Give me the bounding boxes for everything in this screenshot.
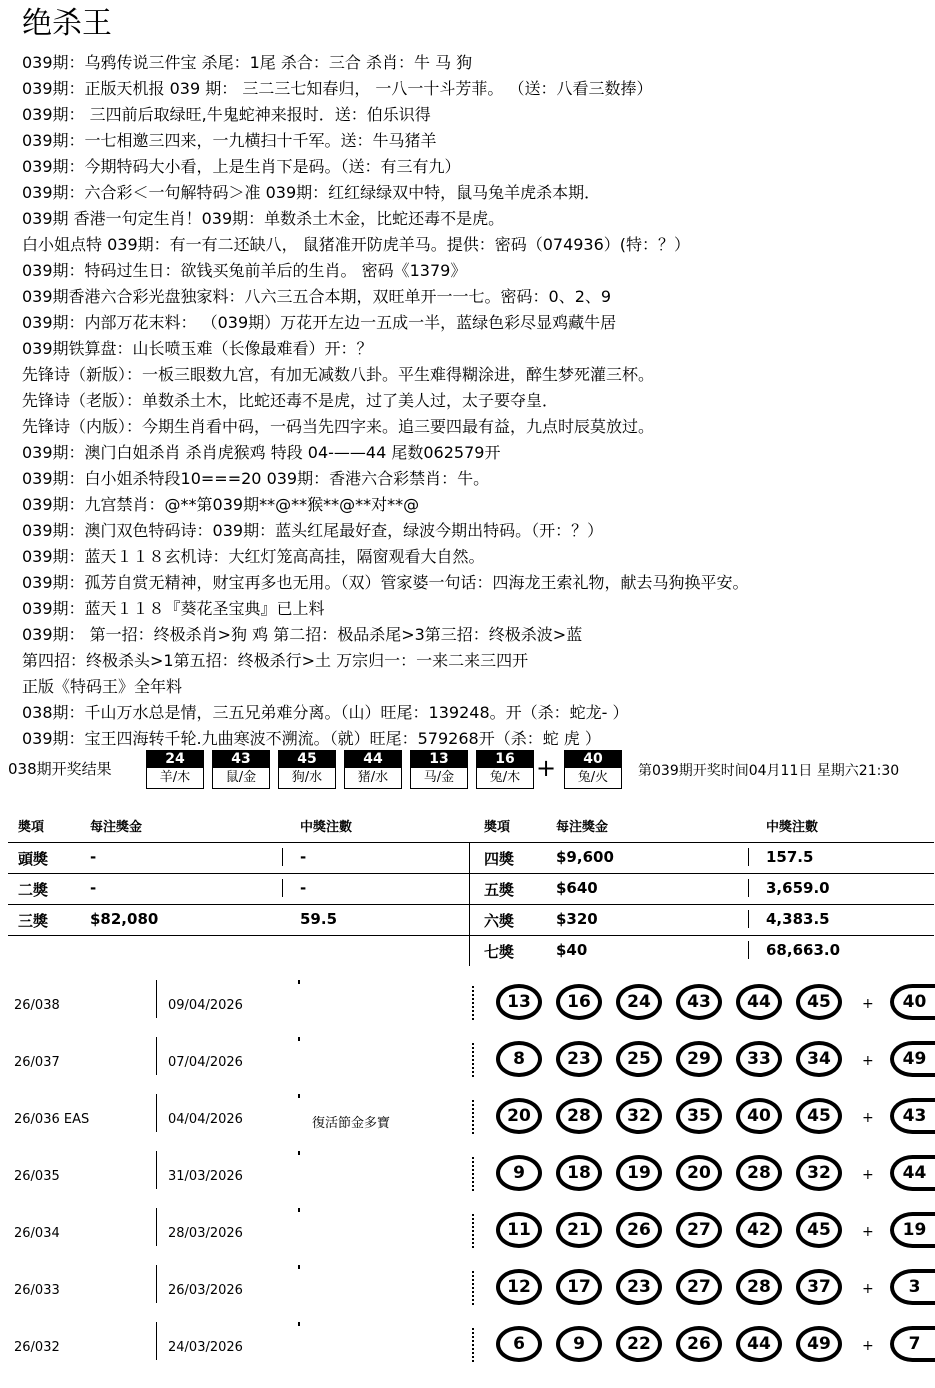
row-marker: [298, 1037, 300, 1041]
special-number-ball: 43: [890, 1098, 935, 1134]
prize-header: 每注獎金: [556, 820, 609, 835]
draw-number: 26/032: [14, 1340, 60, 1355]
prize-name: 二獎: [18, 881, 49, 899]
ball-zodiac: 兔/木: [476, 768, 534, 789]
prize-header: 奬項: [18, 820, 45, 835]
special-number-ball: 44: [890, 1155, 935, 1191]
prize-header: 中獎注數: [300, 820, 353, 835]
ball-number: 24: [146, 750, 204, 768]
ball-zodiac: 羊/木: [146, 768, 204, 789]
prize-amount: $640: [556, 879, 598, 897]
special-ball: [564, 750, 622, 792]
result-ball: [278, 750, 336, 792]
draw-date: 04/04/2026: [168, 1112, 243, 1127]
page-title: 绝杀王: [22, 6, 112, 41]
plus-sign: +: [862, 1053, 874, 1069]
prize-amount: $320: [556, 910, 598, 928]
number-ball: 32: [616, 1098, 662, 1134]
ball-zodiac: 狗/水: [278, 768, 336, 789]
plus-sign: +: [862, 1167, 874, 1183]
result-ball: [146, 750, 204, 792]
number-ball: 17: [556, 1269, 602, 1305]
ball-zodiac: 鼠/金: [212, 768, 270, 789]
number-ball: 45: [796, 1212, 842, 1248]
number-ball: 37: [796, 1269, 842, 1305]
number-ball: 44: [736, 984, 782, 1020]
prize-count: 4,383.5: [766, 910, 830, 928]
ball-zodiac: 兔/火: [564, 768, 622, 789]
draw-date: 07/04/2026: [168, 1055, 243, 1070]
row-dotted-divider: [472, 1271, 476, 1305]
draw-date: 31/03/2026: [168, 1169, 243, 1184]
history-row: [0, 1094, 935, 1151]
draw-number: 26/038: [14, 998, 60, 1013]
prediction-line: 039期：白小姐杀特段10===20 039期：香港六合彩禁肖：牛。: [22, 469, 490, 488]
prize-name: 三獎: [18, 912, 49, 930]
result-ball: [410, 750, 468, 792]
number-ball: 25: [616, 1041, 662, 1077]
prize-amount: -: [90, 848, 97, 866]
draw-result-label: 038期开奖结果: [8, 760, 112, 778]
row-dotted-divider: [472, 1043, 476, 1077]
prize-name: 頭獎: [18, 850, 49, 868]
ball-number: 43: [212, 750, 270, 768]
prediction-line: 039期：九宫禁肖：@**第039期**@**猴**@**对**@: [22, 495, 420, 514]
prediction-line: 039期：澳门白姐杀肖 杀肖虎猴鸡 特段 04-——44 尾数062579开: [22, 443, 501, 462]
plus-sign: +: [862, 996, 874, 1012]
ball-number: 40: [564, 750, 622, 768]
row-marker: [298, 1265, 300, 1269]
prediction-line: 第四招：终极杀头>1第五招：终极杀行>土 万宗归一：一来二来三四开: [22, 651, 529, 670]
number-ball: 22: [616, 1326, 662, 1362]
number-ball: 23: [556, 1041, 602, 1077]
number-ball: 24: [616, 984, 662, 1020]
number-ball: 26: [676, 1326, 722, 1362]
row-divider: [156, 1151, 157, 1189]
row-marker: [298, 1094, 300, 1098]
result-ball: [212, 750, 270, 792]
row-divider: [156, 1322, 157, 1360]
history-row: [0, 1151, 935, 1208]
prize-amount: $9,600: [556, 848, 614, 866]
prediction-line: 038期：千山万水总是情，三五兄弟难分离。（山）旺尾：139248。开（杀：蛇龙- ）: [22, 703, 629, 722]
number-ball: 16: [556, 984, 602, 1020]
plus-sign: +: [536, 754, 557, 782]
draw-number: 26/037: [14, 1055, 60, 1070]
number-ball: 49: [796, 1326, 842, 1362]
number-ball: 45: [796, 1098, 842, 1134]
prize-amount: $82,080: [90, 910, 159, 928]
prediction-line: 039期：一七相邀三四来，一九横扫十千军。送：牛马猪羊: [22, 131, 437, 150]
prize-name: 五獎: [484, 881, 515, 899]
prize-count: -: [300, 879, 307, 897]
draw-date: 26/03/2026: [168, 1283, 243, 1298]
special-number-ball: 49: [890, 1041, 935, 1077]
plus-sign: +: [862, 1110, 874, 1126]
number-ball: 12: [496, 1269, 542, 1305]
draw-number: 26/034: [14, 1226, 60, 1241]
row-divider: [156, 980, 157, 1018]
number-ball: 11: [496, 1212, 542, 1248]
special-number-ball: 3: [890, 1269, 935, 1305]
number-ball: 29: [676, 1041, 722, 1077]
prize-header: 每注獎金: [90, 820, 143, 835]
number-ball: 43: [676, 984, 722, 1020]
ball-number: 44: [344, 750, 402, 768]
number-ball: 40: [736, 1098, 782, 1134]
prediction-line: 039期：乌鸦传说三件宝 杀尾：1尾 杀合：三合 杀肖：牛 马 狗: [22, 53, 473, 72]
number-ball: 8: [496, 1041, 542, 1077]
history-row: [0, 980, 935, 1037]
draw-date: 24/03/2026: [168, 1340, 243, 1355]
history-row: [0, 1037, 935, 1094]
ball-zodiac: 马/金: [410, 768, 468, 789]
prediction-line: 039期 香港一句定生肖！039期：单数杀土木金，比蛇还毒不是虎。: [22, 209, 505, 228]
ball-number: 13: [410, 750, 468, 768]
number-ball: 28: [736, 1269, 782, 1305]
row-dotted-divider: [472, 1328, 476, 1362]
row-divider: [156, 1265, 157, 1303]
result-ball: [344, 750, 402, 792]
prediction-line: 先锋诗（老版）：单数杀土木，比蛇还毒不是虎，过了美人过，太子要夺皇．: [22, 391, 559, 410]
prediction-line: 白小姐点特 039期：有一有二还缺八， 鼠猪准开防虎羊马。提供：密码（074936）(特：？）: [22, 235, 691, 254]
prediction-line: 039期：宝王四海转千轮.九曲寒波不溯流。（就）旺尾：579268开（杀：蛇 虎 ）: [22, 729, 601, 748]
prize-name: 六獎: [484, 912, 515, 930]
draw-date: 28/03/2026: [168, 1226, 243, 1241]
prediction-line: 039期铁算盘：山长喷玉难（长像最难看）开：？: [22, 339, 373, 358]
number-ball: 13: [496, 984, 542, 1020]
number-ball: 27: [676, 1269, 722, 1305]
number-ball: 23: [616, 1269, 662, 1305]
draw-number: 26/036 EAS: [14, 1112, 90, 1127]
number-ball: 33: [736, 1041, 782, 1077]
row-marker: [298, 980, 300, 984]
ball-zodiac: 猪/水: [344, 768, 402, 789]
prediction-line: 039期：蓝天１１８玄机诗：大红灯笼高高挂，隔窗观看大自然。: [22, 547, 485, 566]
number-ball: 42: [736, 1212, 782, 1248]
prize-header: 中獎注數: [766, 820, 819, 835]
number-ball: 32: [796, 1155, 842, 1191]
prediction-line: 039期： 三四前后取绿旺,牛鬼蛇神来报时．送：伯乐识得: [22, 105, 431, 124]
prediction-line: 039期：正版天机报 039 期： 三二三七知春归， 一八一十斗芳菲。 （送：八看三数捧）: [22, 79, 653, 98]
prize-row: [0, 842, 935, 873]
prize-count: 157.5: [766, 848, 814, 866]
prediction-line: 正版《特码王》全年料: [22, 677, 183, 696]
prediction-line: 先锋诗（内版）：今期生肖看中码，一码当先四字来。追三要四最有益，九点时辰莫放过。: [22, 417, 655, 436]
special-number-ball: 40: [890, 984, 935, 1020]
prize-count: 59.5: [300, 910, 338, 928]
prediction-line: 039期：内部万花末料： （039期）万花开左边一五成一半，蓝绿色彩尽显鸡藏牛居: [22, 313, 617, 332]
number-ball: 19: [616, 1155, 662, 1191]
draw-date: 09/04/2026: [168, 998, 243, 1013]
history-row: [0, 1208, 935, 1265]
prediction-line: 039期：今期特码大小看，上是生肖下是码。（送：有三有九）: [22, 157, 461, 176]
plus-sign: +: [862, 1281, 874, 1297]
row-divider: [156, 1094, 157, 1132]
ball-number: 16: [476, 750, 534, 768]
prediction-line: 先锋诗（新版）：一板三眼数九宫，有加无减数八卦。平生难得糊涂进，醉生梦死灌三杯。: [22, 365, 655, 384]
row-divider: [156, 1208, 157, 1246]
number-ball: 28: [736, 1155, 782, 1191]
prediction-line: 039期：孤芳自赏无精神，财宝再多也无用。（双）管家婆一句话：四海龙王索礼物，献去马狗换平安。: [22, 573, 749, 592]
prize-row: [0, 904, 935, 935]
row-dotted-divider: [472, 1100, 476, 1134]
prediction-line: 039期香港六合彩光盘独家料：八六三五合本期，双旺单开一一七。密码：0、2、9: [22, 287, 612, 306]
row-marker: [298, 1322, 300, 1326]
prize-header: 奬項: [484, 820, 511, 835]
prize-count: 3,659.0: [766, 879, 830, 897]
prize-row: [0, 935, 935, 966]
plus-sign: +: [862, 1224, 874, 1240]
number-ball: 27: [676, 1212, 722, 1248]
draw-number: 26/033: [14, 1283, 60, 1298]
row-marker: [298, 1208, 300, 1212]
prediction-line: 039期：澳门双色特码诗：039期：蓝头红尾最好查，绿波今期出特码。（开：？）: [22, 521, 604, 540]
number-ball: 35: [676, 1098, 722, 1134]
prediction-line: 039期：蓝天１１８『葵花圣宝典』已上料: [22, 599, 325, 618]
row-dotted-divider: [472, 1157, 476, 1191]
number-ball: 28: [556, 1098, 602, 1134]
number-ball: 9: [496, 1155, 542, 1191]
row-dotted-divider: [472, 986, 476, 1020]
prize-name: 七獎: [484, 943, 515, 961]
next-draw-time: 第039期开奖时间04月11日 星期六21:30: [638, 763, 900, 779]
prize-count: -: [300, 848, 307, 866]
number-ball: 44: [736, 1326, 782, 1362]
special-number-ball: 7: [890, 1326, 935, 1362]
ball-number: 45: [278, 750, 336, 768]
history-row: [0, 1322, 935, 1379]
number-ball: 9: [556, 1326, 602, 1362]
number-ball: 21: [556, 1212, 602, 1248]
draw-number: 26/035: [14, 1169, 60, 1184]
draw-note: 復活節金多寶: [312, 1116, 391, 1131]
draw-result-bar: [0, 748, 935, 794]
prediction-line: 039期： 第一招：终极杀肖>狗 鸡 第二招：极品杀尾>3第三招：终极杀波>蓝: [22, 625, 583, 644]
number-ball: 18: [556, 1155, 602, 1191]
prize-name: 四獎: [484, 850, 515, 868]
prize-row: [0, 873, 935, 904]
plus-sign: +: [862, 1338, 874, 1354]
number-ball: 26: [616, 1212, 662, 1248]
prize-count: 68,663.0: [766, 941, 841, 959]
special-number-ball: 19: [890, 1212, 935, 1248]
number-ball: 45: [796, 984, 842, 1020]
number-ball: 6: [496, 1326, 542, 1362]
row-dotted-divider: [472, 1214, 476, 1248]
prediction-line: 039期：特码过生日：欲钱买兔前羊后的生肖。 密码《1379》: [22, 261, 467, 280]
row-divider: [156, 1037, 157, 1075]
prediction-line: 039期：六合彩＜一句解特码＞准 039期：红红绿绿双中特，鼠马兔羊虎杀本期．: [22, 183, 601, 202]
number-ball: 20: [496, 1098, 542, 1134]
prize-amount: -: [90, 879, 97, 897]
number-ball: 34: [796, 1041, 842, 1077]
history-row: [0, 1265, 935, 1322]
row-marker: [298, 1151, 300, 1155]
result-ball: [476, 750, 534, 792]
number-ball: 20: [676, 1155, 722, 1191]
prize-amount: $40: [556, 941, 588, 959]
